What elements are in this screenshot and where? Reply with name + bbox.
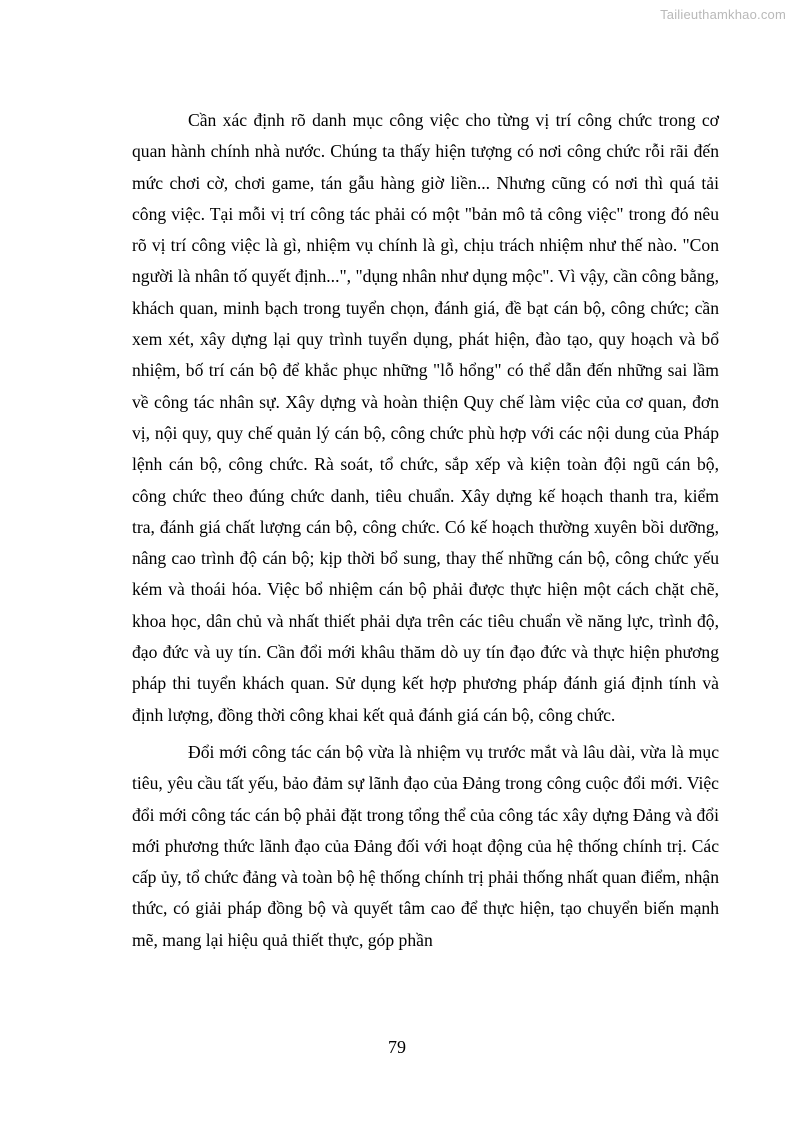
paragraph-1: Cần xác định rõ danh mục công việc cho từng vị trí công chức trong cơ quan hành chính nhà nước. Chúng ta thấy hiện tượng có nơi công chức rỗi rãi đến mức chơi cờ, chơi game, tán gẫu hàng giờ liền... Nhưng cũng có nơi thì quá tải công việc. Tại mỗi vị trí công tác phải có một "bản mô tả công việc" trong đó nêu rõ vị trí công việc là gì, nhiệm vụ chính là gì, chịu trách nhiệm như thế nào. "Con người là nhân tố quyết định...", "dụng nhân như dụng mộc". Vì vậy, cần công bằng, khách quan, minh bạch trong tuyển chọn, đánh giá, đề bạt cán bộ, công chức; cần xem xét, xây dựng lại quy trình tuyển dụng, phát hiện, đào tạo, quy hoạch và bổ nhiệm, bố trí cán bộ để khắc phục những "lỗ hổng" có thể dẫn đến những sai lầm về công tác nhân sự. Xây dựng và hoàn thiện Quy chế làm việc của cơ quan, đơn vị, nội quy, quy chế quản lý cán bộ, công chức phù hợp với các nội dung của Pháp lệnh cán bộ, công chức. Rà soát, tổ chức, sắp xếp và kiện toàn đội ngũ cán bộ, công chức theo đúng chức danh, tiêu chuẩn. Xây dựng kế hoạch thanh tra, kiểm tra, đánh giá chất lượng cán bộ, công chức. Có kế hoạch thường xuyên bồi dưỡng, nâng cao trình độ cán bộ; kịp thời bổ sung, thay thế những cán bộ, công chức yếu kém và thoái hóa. Việc bổ nhiệm cán bộ phải được thực hiện một cách chặt chẽ, khoa học, dân chủ và nhất thiết phải dựa trên các tiêu chuẩn về năng lực, trình độ, đạo đức và uy tín. Cần đổi mới khâu thăm dò uy tín đạo đức và thực hiện phương pháp thi tuyển khách quan. Sử dụng kết hợp phương pháp đánh giá định tính và định lượng, đồng thời công khai kết quả đánh giá cán bộ, công chức. (132, 110, 719, 725)
watermark-text: Tailieuthamkhao.com (660, 7, 786, 22)
page-number: 79 (388, 1037, 406, 1057)
paragraph-2: Đổi mới công tác cán bộ vừa là nhiệm vụ trước mắt và lâu dài, vừa là mục tiêu, yêu cầu tất yếu, bảo đảm sự lãnh đạo của Đảng trong công cuộc đổi mới. Việc đổi mới công tác cán bộ phải đặt trong tổng thể của công tác xây dựng Đảng và đổi mới phương thức lãnh đạo của Đảng đối với hoạt động của hệ thống chính trị. Các cấp ủy, tổ chức đảng và toàn bộ hệ thống chính trị phải thống nhất quan điểm, nhận thức, có giải pháp đồng bộ và quyết tâm cao để thực hiện, tạo chuyển biến mạnh mẽ, mang lại hiệu quả thiết thực, góp phần (132, 741, 719, 950)
page-body (132, 105, 719, 962)
